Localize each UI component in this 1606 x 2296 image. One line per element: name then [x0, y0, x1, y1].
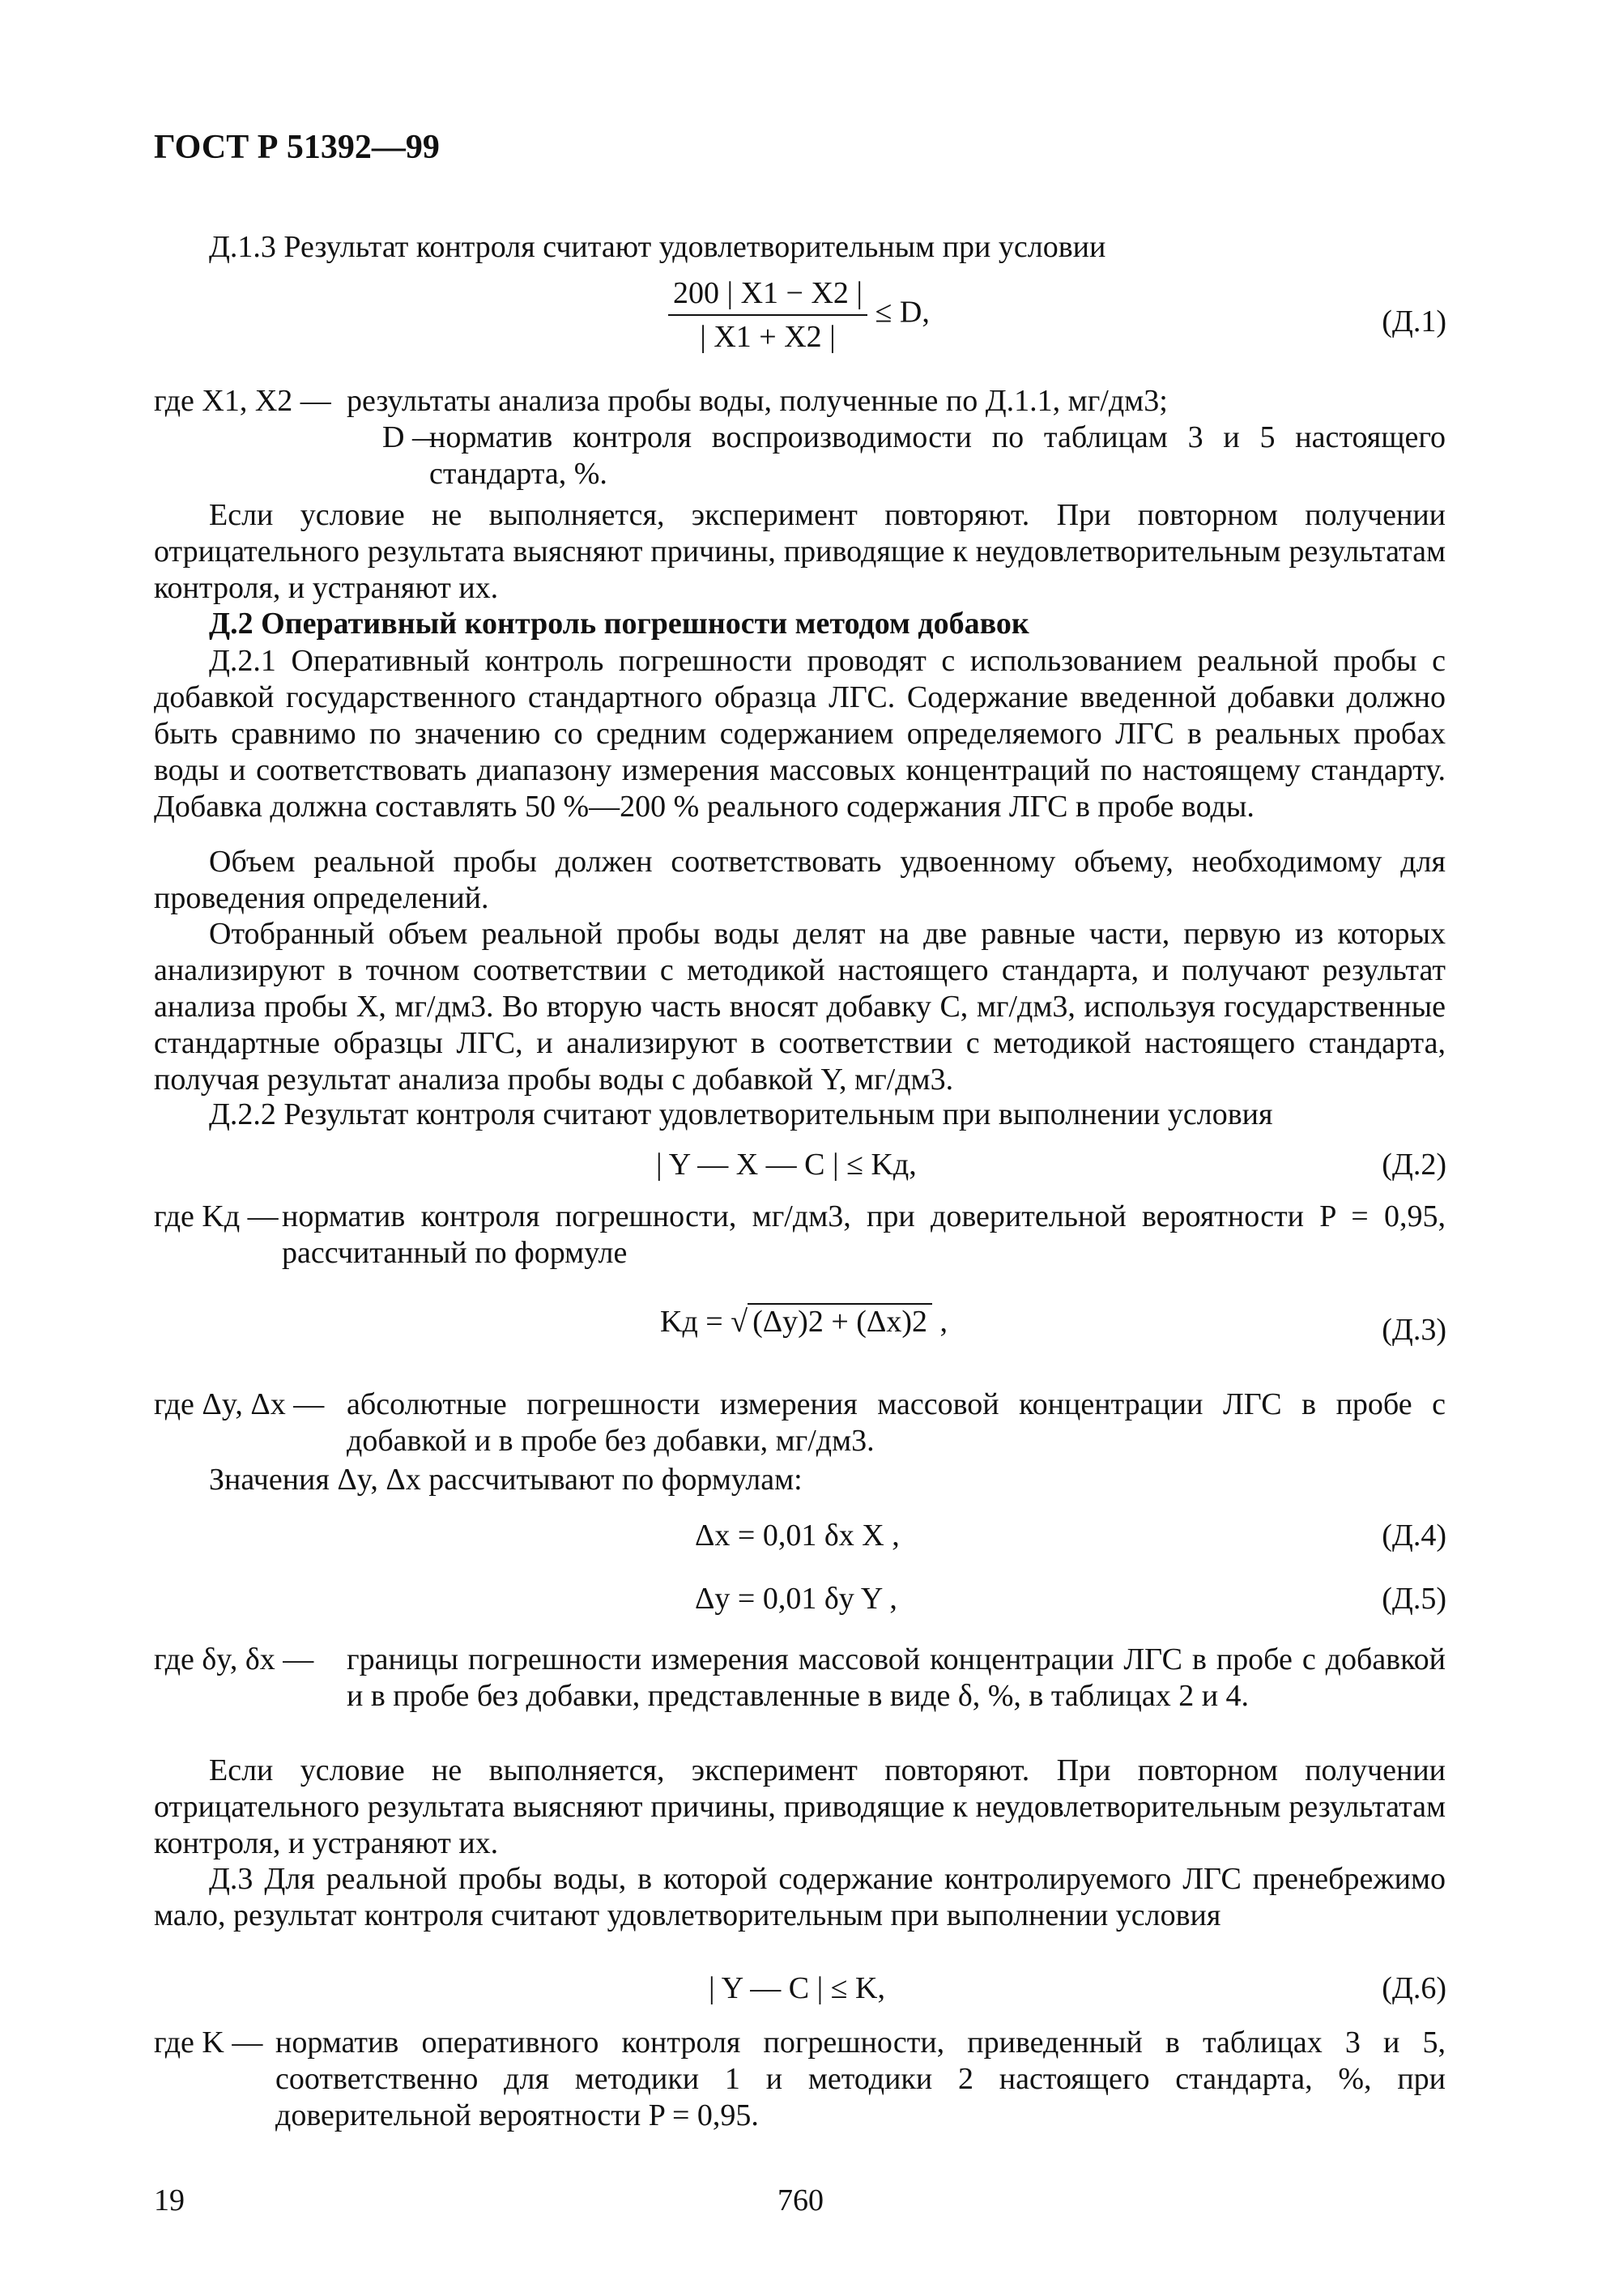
- definition-list-5: [154, 2025, 1446, 2138]
- equation-number-d2: (Д.2): [1382, 1148, 1446, 1182]
- clause-d21: Д.2.1 Оперативный контроль погрешности проводят с использованием реальной пробы с добавкой государственного стандартного образца ЛГС. Содержание введенной добавки должно быть сравнимо по значению со средним содержанием определяемого ЛГС в реальных пробах воды и соответствовать диапазону измерения массовых концентраций по настоящему стандарту. Добавка должна составлять 50 %—200 % реального содержания ЛГС в пробе воды.: [154, 644, 1446, 824]
- equation-d5: Δy = 0,01 δy Y ,: [695, 1582, 897, 1616]
- definition-text: абсолютные погрешности измерения массовой концентрации ЛГС в пробе с добавкой и в пробе без добавки, мг/дм3.: [347, 1387, 1446, 1458]
- paragraph-volume: Объем реальной пробы должен соответствовать удвоенному объему, необходимому для проведения определений.: [154, 845, 1446, 915]
- equation-d1: [668, 275, 930, 355]
- radicand: (Δy)2 + (Δx)2: [748, 1303, 932, 1339]
- equation-d6: | Y — C | ≤ K,: [709, 1971, 885, 2005]
- definition-text: границы погрешности измерения массовой концентрации ЛГС в пробе с добавкой и в пробе без добавки, представленные в виде δ, %, в таблицах 2 и 4.: [347, 1642, 1446, 1713]
- definition-text: норматив контроля погрешности, мг/дм3, при доверительной вероятности P = 0,95, рассчитанный по формуле: [282, 1199, 1446, 1270]
- definition-list-2: [154, 1199, 1446, 1276]
- section-title-d2: Д.2 Оперативный контроль погрешности методом добавок: [209, 607, 1029, 641]
- sqrt-symbol: √: [731, 1305, 748, 1339]
- paragraph-values: Значения Δy, Δx рассчитывают по формулам:: [209, 1463, 803, 1497]
- paragraph-split: Отобранный объем реальной пробы воды делят на две равные части, первую из которых анализируют в точном соответствии с методикой настоящего стандарта, и получают результат анализа пробы X, мг/дм3. Во вторую часть вносят добавку C, мг/дм3, используя государственные стандартные образцы ЛГС, и анализируют в соответствии с методикой настоящего стандарта, получая результат анализа пробы воды с добавкой Y, мг/дм3.: [154, 917, 1446, 1097]
- fraction-numerator: 200 | X1 − X2 |: [668, 275, 867, 316]
- equation-number-d1: (Д.1): [1382, 305, 1446, 339]
- definition-list-1: [154, 383, 1446, 496]
- definition-label: где K —: [154, 2026, 263, 2060]
- definition-text: норматив контроля воспроизводимости по таблицам 3 и 5 настоящего стандарта, %.: [429, 420, 1446, 491]
- paragraph-failure-1: Если условие не выполняется, эксперимент повторяют. При повторном получении отрицательного результата выясняют причины, приводящие к неудовлетворительным результатам контроля, и устраняют их.: [154, 498, 1446, 605]
- clause-d13: Д.1.3 Результат контроля считают удовлетворительным при условии: [209, 230, 1106, 264]
- fraction-denominator: | X1 + X2 |: [700, 320, 836, 354]
- definition-label: где Δy, Δx —: [154, 1387, 325, 1421]
- equation-number-d5: (Д.5): [1382, 1582, 1446, 1616]
- equation-lhs: Kд =: [660, 1305, 731, 1339]
- page-number: 19: [154, 2183, 185, 2217]
- sheet-number: 760: [777, 2183, 824, 2217]
- equation-rhs: ≤ D,: [875, 295, 930, 330]
- equation-number-d6: (Д.6): [1382, 1971, 1446, 2005]
- clause-d3: Д.3 Для реальной пробы воды, в которой содержание контролируемого ЛГС пренебрежимо мало, результат контроля считают удовлетворительным при выполнении условия: [154, 1862, 1446, 1932]
- clause-d22: Д.2.2 Результат контроля считают удовлетворительным при выполнении условия: [209, 1097, 1273, 1131]
- equation-d2: | Y — X — C | ≤ Kд,: [656, 1148, 917, 1182]
- definition-list-3: [154, 1387, 1446, 1463]
- definition-list-4: [154, 1642, 1446, 1755]
- equation-d4: Δx = 0,01 δx X ,: [695, 1519, 900, 1553]
- definition-text: норматив оперативного контроля погрешности, приведенный в таблицах 3 и 5, соответственно для методики 1 и методики 2 настоящего стандарта, %, при доверительной вероятности P = 0,95.: [275, 2026, 1446, 2132]
- definition-text: результаты анализа пробы воды, полученные по Д.1.1, мг/дм3;: [347, 384, 1168, 418]
- definition-label: D —: [382, 420, 443, 454]
- definition-label: где Kд —: [154, 1199, 279, 1233]
- definition-label: где δy, δx —: [154, 1642, 314, 1676]
- equation-number-d4: (Д.4): [1382, 1519, 1446, 1553]
- equation-number-d3: (Д.3): [1382, 1313, 1446, 1347]
- equation-tail: ,: [939, 1305, 948, 1339]
- equation-d3: [660, 1304, 948, 1340]
- document-header: ГОСТ Р 51392—99: [154, 129, 440, 166]
- paragraph-failure-2: Если условие не выполняется, эксперимент повторяют. При повторном получении отрицательного результата выясняют причины, приводящие к неудовлетворительным результатам контроля, и устраняют их.: [154, 1753, 1446, 1860]
- definition-label: где X1, X2 —: [154, 384, 331, 418]
- fraction: [668, 275, 867, 355]
